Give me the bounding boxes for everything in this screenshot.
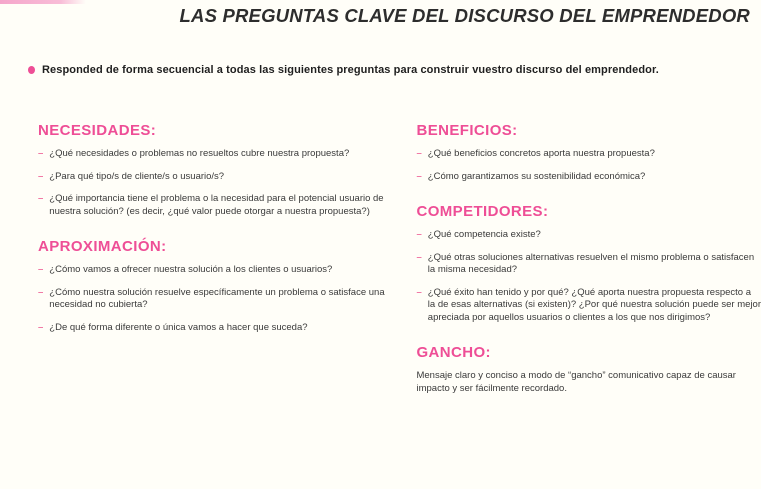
section-heading-beneficios: BENEFICIOS:	[416, 122, 518, 139]
top-accent-strip	[0, 0, 86, 4]
dash-icon: –	[38, 286, 44, 298]
question-item	[416, 287, 761, 325]
question-text: ¿Para qué tipo/s de cliente/s o usuario/s?	[49, 170, 225, 182]
section-body: Mensaje claro y conciso a modo de “gancho” comunicativo capaz de causar impacto y ser fácilmente recordado.	[416, 370, 736, 394]
question-item	[38, 171, 402, 184]
question-text: ¿Qué otras soluciones alternativas resuelven el mismo problema o satisfacen la misma necesidad?	[427, 251, 755, 275]
question-item	[416, 252, 761, 277]
question-item	[38, 148, 402, 161]
question-text: ¿Cómo garantizamos su sostenibilidad económica?	[427, 170, 646, 182]
dash-icon: –	[416, 148, 422, 159]
section-heading-gancho: GANCHO:	[416, 344, 491, 361]
section-heading-competidores: COMPETIDORES:	[416, 203, 549, 220]
right-column	[416, 122, 761, 415]
question-item	[38, 322, 402, 335]
question-text: ¿Qué beneficios concretos aporta nuestra propuesta?	[427, 148, 655, 159]
question-columns	[38, 122, 761, 415]
dash-icon: –	[416, 286, 422, 298]
dash-icon: –	[38, 193, 44, 204]
question-list	[416, 148, 761, 183]
dash-icon: –	[416, 229, 422, 240]
left-column	[38, 122, 402, 415]
intro-line	[28, 64, 751, 76]
question-item	[38, 193, 402, 218]
question-item	[38, 264, 402, 277]
question-list	[38, 148, 402, 218]
section-necesidades	[38, 122, 402, 218]
question-list	[38, 264, 402, 334]
question-item	[416, 229, 761, 242]
dash-icon: –	[416, 170, 422, 182]
question-item	[416, 171, 761, 184]
section-heading-aproximacion: APROXIMACIÓN:	[38, 238, 167, 255]
question-item	[416, 148, 761, 161]
section-aproximacion	[38, 238, 402, 334]
question-list	[416, 229, 761, 324]
dash-icon: –	[38, 148, 44, 159]
section-beneficios	[416, 122, 761, 183]
dash-icon: –	[416, 251, 422, 263]
question-text: ¿Qué importancia tiene el problema o la necesidad para el potencial usuario de nuestra solución? (es decir, ¿qué valor puede otorgar a nuestra propuesta?)	[49, 193, 384, 217]
section-competidores	[416, 203, 761, 324]
intro-text: Responded de forma secuencial a todas las siguientes preguntas para construir vuestro discurso del emprendedor.	[42, 64, 659, 76]
section-gancho	[416, 344, 761, 395]
question-text: ¿Qué competencia existe?	[427, 229, 541, 240]
question-text: ¿De qué forma diferente o única vamos a hacer que suceda?	[49, 321, 308, 333]
dash-icon: –	[38, 264, 44, 275]
question-text: ¿Qué necesidades o problemas no resueltos cubre nuestra propuesta?	[49, 148, 350, 159]
question-text: ¿Cómo vamos a ofrecer nuestra solución a los clientes o usuarios?	[49, 264, 333, 275]
page-title: LAS PREGUNTAS CLAVE DEL DISCURSO DEL EMPRENDEDOR	[179, 5, 750, 26]
question-text: ¿Cómo nuestra solución resuelve específicamente un problema o satisface una necesidad no cubierta?	[49, 286, 385, 310]
section-heading-necesidades: NECESIDADES:	[38, 122, 157, 139]
question-text: ¿Qué éxito han tenido y por qué? ¿Qué aporta nuestra propuesta respecto a la de esas alternativas (si existen)? ¿Por qué nuestra solución puede ser mejor apreciada por aquellos usuarios o clientes a los que nos dirigimos?	[427, 286, 761, 323]
dash-icon: –	[38, 170, 44, 182]
question-item	[38, 287, 402, 312]
dash-icon: –	[38, 321, 44, 333]
bullet-icon	[28, 66, 35, 74]
